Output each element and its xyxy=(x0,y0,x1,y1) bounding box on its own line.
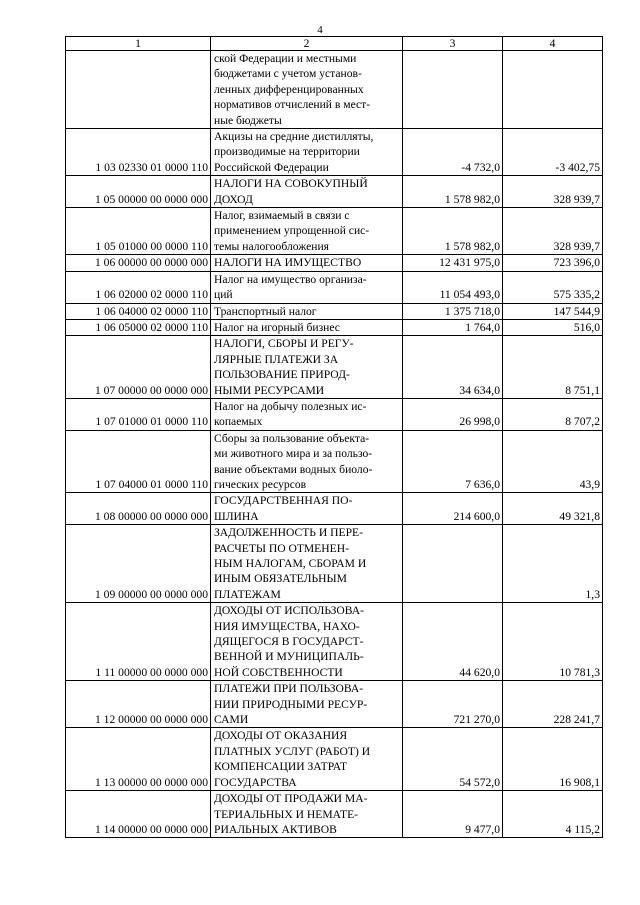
table-row xyxy=(66,319,603,335)
table-row xyxy=(66,681,603,728)
row-actual-value: 16 908,1 xyxy=(503,728,603,791)
table-row xyxy=(66,255,603,271)
table-row xyxy=(66,176,603,208)
row-name-line: ЛЯРНЫЕ ПЛАТЕЖИ ЗА xyxy=(214,352,339,366)
row-name xyxy=(211,271,403,303)
row-plan-value: -4 732,0 xyxy=(403,129,503,176)
row-plan-value: 721 270,0 xyxy=(403,681,503,728)
table-body xyxy=(66,51,603,838)
row-name-line: НАЛОГИ НА СОВОКУПНЫЙ xyxy=(214,177,368,191)
row-name-line: применением упрощенной сис- xyxy=(214,224,370,238)
row-code: 1 06 04000 02 0000 110 xyxy=(66,303,211,319)
row-name-line: РАСЧЕТЫ ПО ОТМЕНЕН- xyxy=(214,541,349,555)
table-row xyxy=(66,525,603,603)
row-name-line: НИЯ ИМУЩЕСТВА, НАХО- xyxy=(214,619,360,633)
row-code: 1 05 01000 00 0000 110 xyxy=(66,208,211,255)
row-code: 1 07 04000 01 0000 110 xyxy=(66,430,211,493)
row-code: 1 05 00000 00 0000 000 xyxy=(66,176,211,208)
table-row xyxy=(66,336,603,399)
row-name-line: ций xyxy=(214,288,233,302)
row-name-line: ленных дифференцированных xyxy=(214,82,364,96)
row-code: 1 06 02000 02 0000 110 xyxy=(66,271,211,303)
row-name-line: Российской Федерации xyxy=(214,160,329,174)
row-name xyxy=(211,728,403,791)
row-code: 1 06 00000 00 0000 000 xyxy=(66,255,211,271)
row-name-line: ВЕННОЙ И МУНИЦИПАЛЬ- xyxy=(214,650,364,664)
row-name-line: НОЙ СОБСТВЕННОСТИ xyxy=(214,665,343,679)
table-row xyxy=(66,728,603,791)
row-code: 1 09 00000 00 0000 000 xyxy=(66,525,211,603)
row-name-line: ми животного мира и за пользо- xyxy=(214,447,373,461)
row-name xyxy=(211,430,403,493)
row-name xyxy=(211,603,403,681)
row-plan-value: 1 764,0 xyxy=(403,319,503,335)
row-name-line: РИАЛЬНЫХ АКТИВОВ xyxy=(214,822,337,836)
row-name xyxy=(211,129,403,176)
row-name xyxy=(211,176,403,208)
row-plan-value: 9 477,0 xyxy=(403,791,503,838)
row-plan-value: 12 431 975,0 xyxy=(403,255,503,271)
row-actual-value: 575 335,2 xyxy=(503,271,603,303)
row-plan-value: 1 578 982,0 xyxy=(403,208,503,255)
row-name-line: ДОХОД xyxy=(214,192,253,206)
row-code: 1 06 05000 02 0000 110 xyxy=(66,319,211,335)
row-actual-value: 49 321,8 xyxy=(503,493,603,525)
row-name xyxy=(211,493,403,525)
row-name-line: ПОЛЬЗОВАНИЕ ПРИРОД- xyxy=(214,368,350,382)
row-plan-value: 34 634,0 xyxy=(403,336,503,399)
row-name-line: Акцизы на средние дистилляты, xyxy=(214,130,374,144)
row-actual-value: 1,3 xyxy=(503,525,603,603)
table-row xyxy=(66,791,603,838)
row-plan-value xyxy=(403,525,503,603)
table-row xyxy=(66,493,603,525)
row-actual-value: 147 544,9 xyxy=(503,303,603,319)
row-name-line: ПЛАТЕЖАМ xyxy=(214,587,281,601)
row-name-line: ПЛАТЕЖИ ПРИ ПОЛЬЗОВА- xyxy=(214,682,364,696)
row-name-line: ДОХОДЫ ОТ ПРОДАЖИ МА- xyxy=(214,792,368,806)
header-col-2: 2 xyxy=(211,37,403,51)
table-row xyxy=(66,208,603,255)
row-name-line: НАЛОГИ НА ИМУЩЕСТВО xyxy=(214,256,362,270)
row-code: 1 03 02330 01 0000 110 xyxy=(66,129,211,176)
table-header-row xyxy=(66,37,603,51)
row-plan-value: 54 572,0 xyxy=(403,728,503,791)
row-name-line: ДЯЩЕГОСЯ В ГОСУДАРСТ- xyxy=(214,635,364,649)
row-name-line: НЫМИ РЕСУРСАМИ xyxy=(214,383,325,397)
row-name xyxy=(211,303,403,319)
header-col-1: 1 xyxy=(66,37,211,51)
row-name-line: Транспортный налог xyxy=(214,304,317,318)
page-number: 4 xyxy=(317,24,323,36)
row-name-line: ТЕРИАЛЬНЫХ И НЕМАТЕ- xyxy=(214,807,359,821)
row-actual-value: -3 402,75 xyxy=(503,129,603,176)
row-actual-value: 516,0 xyxy=(503,319,603,335)
row-plan-value: 11 054 493,0 xyxy=(403,271,503,303)
row-actual-value: 228 241,7 xyxy=(503,681,603,728)
row-code xyxy=(66,51,211,129)
table-row xyxy=(66,129,603,176)
row-name xyxy=(211,208,403,255)
row-name-line: бюджетами с учетом установ- xyxy=(214,67,362,81)
row-name-line: копаемых xyxy=(214,415,263,429)
table-row xyxy=(66,398,603,430)
row-code: 1 12 00000 00 0000 000 xyxy=(66,681,211,728)
row-name-line: ные бюджеты xyxy=(214,113,282,127)
row-name-line: ШЛИНА xyxy=(214,509,259,523)
row-actual-value: 8 751,1 xyxy=(503,336,603,399)
row-name-line: ской Федерации и местными xyxy=(214,52,357,65)
row-actual-value: 328 939,7 xyxy=(503,208,603,255)
row-name-line: ПЛАТНЫХ УСЛУГ (РАБОТ) И xyxy=(214,744,371,758)
row-actual-value: 328 939,7 xyxy=(503,176,603,208)
row-name xyxy=(211,336,403,399)
row-code: 1 07 00000 00 0000 000 xyxy=(66,336,211,399)
row-name-line: НЫМ НАЛОГАМ, СБОРАМ И xyxy=(214,557,367,570)
table-row xyxy=(66,430,603,493)
revenue-table xyxy=(65,36,603,838)
row-name-line: Налог на добычу полезных ис- xyxy=(214,399,367,413)
row-name-line: вание объектами водных биоло- xyxy=(214,462,373,476)
header-col-4: 4 xyxy=(503,37,603,51)
row-name xyxy=(211,681,403,728)
row-name-line: Налог, взимаемый в связи с xyxy=(214,209,350,223)
row-name xyxy=(211,51,403,129)
row-code: 1 11 00000 00 0000 000 xyxy=(66,603,211,681)
row-name-line: КОМПЕНСАЦИИ ЗАТРАТ xyxy=(214,760,348,774)
row-name-line: ГОСУДАРСТВЕННАЯ ПО- xyxy=(214,494,353,508)
row-actual-value: 4 115,2 xyxy=(503,791,603,838)
row-name xyxy=(211,791,403,838)
row-name-line: НИИ ПРИРОДНЫМИ РЕСУР- xyxy=(214,697,368,711)
table-row xyxy=(66,51,603,129)
table-row xyxy=(66,271,603,303)
row-name-line: Сборы за пользование объекта- xyxy=(214,431,370,445)
row-name-line: ИНЫМ ОБЯЗАТЕЛЬНЫМ xyxy=(214,572,347,586)
row-name-line: Налог на имущество организа- xyxy=(214,272,367,286)
row-actual-value: 723 396,0 xyxy=(503,255,603,271)
row-name-line: производимые на территории xyxy=(214,145,360,159)
row-name-line: ДОХОДЫ ОТ ИСПОЛЬЗОВА- xyxy=(214,604,364,618)
row-code: 1 08 00000 00 0000 000 xyxy=(66,493,211,525)
row-name-line: гических ресурсов xyxy=(214,477,307,491)
row-name-line: ЗАДОЛЖЕННОСТЬ И ПЕРЕ- xyxy=(214,526,363,540)
row-name-line: ДОХОДЫ ОТ ОКАЗАНИЯ xyxy=(214,729,348,743)
row-name xyxy=(211,255,403,271)
row-plan-value: 1 578 982,0 xyxy=(403,176,503,208)
table-row xyxy=(66,303,603,319)
row-actual-value: 43,9 xyxy=(503,430,603,493)
row-name-line: темы налогообложения xyxy=(214,239,329,253)
row-plan-value: 26 998,0 xyxy=(403,398,503,430)
row-plan-value: 1 375 718,0 xyxy=(403,303,503,319)
row-code: 1 07 01000 01 0000 110 xyxy=(66,398,211,430)
row-name-line: ГОСУДАРСТВА xyxy=(214,775,297,789)
header-col-3: 3 xyxy=(403,37,503,51)
row-code: 1 14 00000 00 0000 000 xyxy=(66,791,211,838)
row-actual-value: 8 707,2 xyxy=(503,398,603,430)
row-name xyxy=(211,319,403,335)
row-actual-value xyxy=(503,51,603,129)
row-code: 1 13 00000 00 0000 000 xyxy=(66,728,211,791)
row-name-line: Налог на игорный бизнес xyxy=(214,320,340,334)
row-plan-value: 7 636,0 xyxy=(403,430,503,493)
row-name xyxy=(211,398,403,430)
row-name xyxy=(211,525,403,603)
row-plan-value: 214 600,0 xyxy=(403,493,503,525)
row-name-line: НАЛОГИ, СБОРЫ И РЕГУ- xyxy=(214,337,354,351)
row-plan-value xyxy=(403,51,503,129)
table-row xyxy=(66,603,603,681)
row-name-line: САМИ xyxy=(214,713,249,727)
row-actual-value: 10 781,3 xyxy=(503,603,603,681)
row-plan-value: 44 620,0 xyxy=(403,603,503,681)
row-name-line: нормативов отчислений в мест- xyxy=(214,98,371,112)
